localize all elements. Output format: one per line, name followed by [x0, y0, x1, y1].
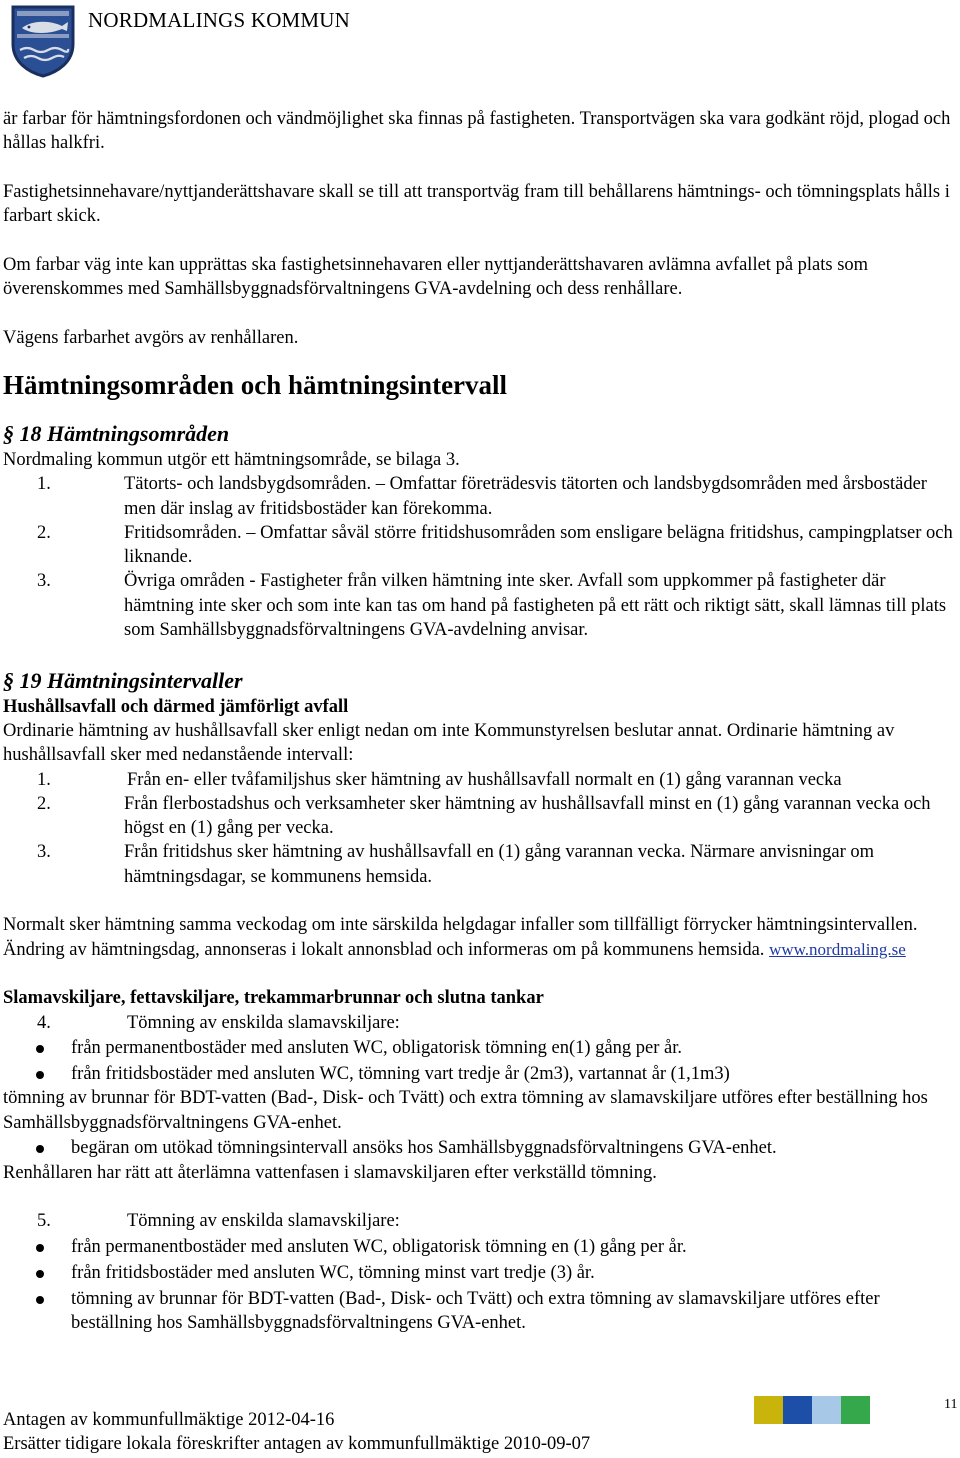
- color-swatch: [754, 1396, 783, 1424]
- bullet-item: från permanentbostäder med ansluten WC, obligatorisk tömning en (1) gång per år.: [3, 1235, 958, 1259]
- paragraph-bdt-emptying: tömning av brunnar för BDT-vatten (Bad-, Disk- och Tvätt) och extra tömning av slamavskiljare utföres efter beställning hos Samhällsbyggnadsförvaltningens GVA-enhet.: [3, 1088, 928, 1133]
- section-18-title: § 18 Hämtningsområden: [3, 420, 230, 446]
- crest-fish-eye: [28, 26, 31, 29]
- bullet-item: från fritidsbostäder med ansluten WC, tömning vart tredje år (2m3), vartannat år (1,1m3): [3, 1062, 958, 1086]
- slam-section-title: Slamavskiljare, fettavskiljare, trekammarbrunnar och slutna tankar: [3, 988, 544, 1009]
- bullet-icon: [36, 1071, 44, 1079]
- list-item: 3. Övriga områden - Fastigheter från vilken hämtning inte sker. Avfall som uppkommer på fastigheter där hämtning inte sker och som inte kan tas om hand på fastigheten på ett rätt och riktigt sätt, skall lämnas till plats som Samhällsbyggnadsförvaltningens GVA-avdelning anvisar.: [37, 571, 947, 641]
- municipal-coat-of-arms-icon: [10, 4, 76, 78]
- bullet-item: från fritidsbostäder med ansluten WC, tömning minst vart tredje (3) år.: [3, 1261, 958, 1285]
- website-link[interactable]: www.nordmaling.se: [769, 939, 906, 959]
- paragraph-normal-collection: Normalt sker hämtning samma veckodag om inte särskilda helgdagar infaller som tillfälligt förrycker hämtningsintervallen. Ändring av hämtningsdag, annonseras i lokalt annonsblad och informeras om på kommunens hemsida. www.nordmaling.se: [3, 915, 918, 960]
- section-19-subtitle: Hushållsavfall och därmed jämförligt avfall: [3, 696, 349, 717]
- color-swatch: [841, 1396, 870, 1424]
- crest-shield: [13, 7, 73, 76]
- color-swatch: [783, 1396, 812, 1424]
- document-body: [3, 107, 958, 1335]
- paragraph-road-decision: Vägens farbarhet avgörs av renhållaren.: [3, 327, 299, 348]
- list-item: 2. Från flerbostadshus och verksamheter sker hämtning av hushållsavfall minst en (1) gång varannan vecka och högst en (1) gång per vecka.: [37, 793, 931, 839]
- bullet-item: begäran om utökad tömningsintervall ansöks hos Samhällsbyggnadsförvaltningens GVA-enhet.: [3, 1136, 958, 1160]
- paragraph-water-phase: Renhållaren har rätt att återlämna vattenfasen i slamavskiljaren efter verkställd tömning.: [3, 1162, 657, 1183]
- bullet-icon: [36, 1244, 44, 1252]
- footer-replaces: Ersätter tidigare lokala föreskrifter antagen av kommunfullmäktige 2010-09-07: [3, 1434, 591, 1455]
- paragraph-alternative-place: Om farbar väg inte kan upprättas ska fastighetsinnehavaren eller nyttjanderättshavaren avlämna avfallet på plats som överenskommes med Samhällsbyggnadsförvaltningens GVA-avdelning och dess renhållare.: [3, 254, 869, 300]
- page-footer: [3, 1408, 590, 1457]
- page-number: 11: [944, 1397, 958, 1412]
- paragraph-owner-duty: Fastighetsinnehavare/nyttjanderättshavare skall se till att transportväg fram till behållarens hämtnings- och tömningsplats hålls i farbart skick.: [3, 181, 950, 227]
- list-item: 1. Från en- eller tvåfamiljshus sker hämtning av hushållsavfall normalt en (1) gång varannan vecka: [37, 769, 842, 790]
- section-18-intro: Nordmaling kommun utgör ett hämtningsområde, se bilaga 3.: [3, 449, 460, 470]
- list-item: 4. Tömning av enskilda slamavskiljare:: [37, 1012, 400, 1033]
- bullet-icon: [36, 1145, 44, 1153]
- bullet-item: från permanentbostäder med ansluten WC, obligatorisk tömning en(1) gång per år.: [3, 1036, 958, 1060]
- paragraph-road-condition: är farbar för hämtningsfordonen och vändmöjlighet ska finnas på fastigheten. Transportvägen ska vara godkänt röjd, plogad och hållas halkfri.: [3, 109, 951, 154]
- bullet-icon: [36, 1296, 44, 1304]
- color-swatch: [812, 1396, 841, 1424]
- section-19-title: § 19 Hämtningsintervaller: [3, 667, 243, 693]
- list-item: 5. Tömning av enskilda slamavskiljare:: [37, 1211, 400, 1232]
- footer-adopted: Antagen av kommunfullmäktige 2012-04-16: [3, 1410, 335, 1430]
- section-title: Hämtningsområden och hämtningsintervall: [3, 369, 508, 400]
- bullet-icon: [36, 1270, 44, 1278]
- list-item: 3. Från fritidshus sker hämtning av hushållsavfall en (1) gång varannan vecka. Närmare anvisningar om hämtningsdagar, se kommunens hemsida.: [37, 842, 875, 887]
- list-item: 1. Tätorts- och landsbygdsområden. – Omfattar företrädesvis tätorten och landsbygdsområden med årsbostäder men där inslag av fritidsbostäder kan förekomma.: [37, 474, 927, 519]
- footer-color-bar: [754, 1396, 870, 1424]
- org-name: NORDMALINGS KOMMUN: [88, 8, 351, 32]
- bullet-item: tömning av brunnar för BDT-vatten (Bad-, Disk- och Tvätt) och extra tömning av slamavskiljare utföres efter beställning hos Samhällsbyggnadsförvaltningens GVA-enhet.: [3, 1287, 958, 1336]
- bullet-icon: [36, 1045, 44, 1053]
- section-19-intro: Ordinarie hämtning av hushållsavfall sker enligt nedan om inte Kommunstyrelsen beslutar annat. Ordinarie hämtning av hushållsavfall sker med nedanstående intervall:: [3, 720, 895, 766]
- list-item: 2. Fritidsområden. – Omfattar såväl större fritidshusområden som ensligare belägna fritidshus, campingplatser och liknande.: [37, 522, 953, 568]
